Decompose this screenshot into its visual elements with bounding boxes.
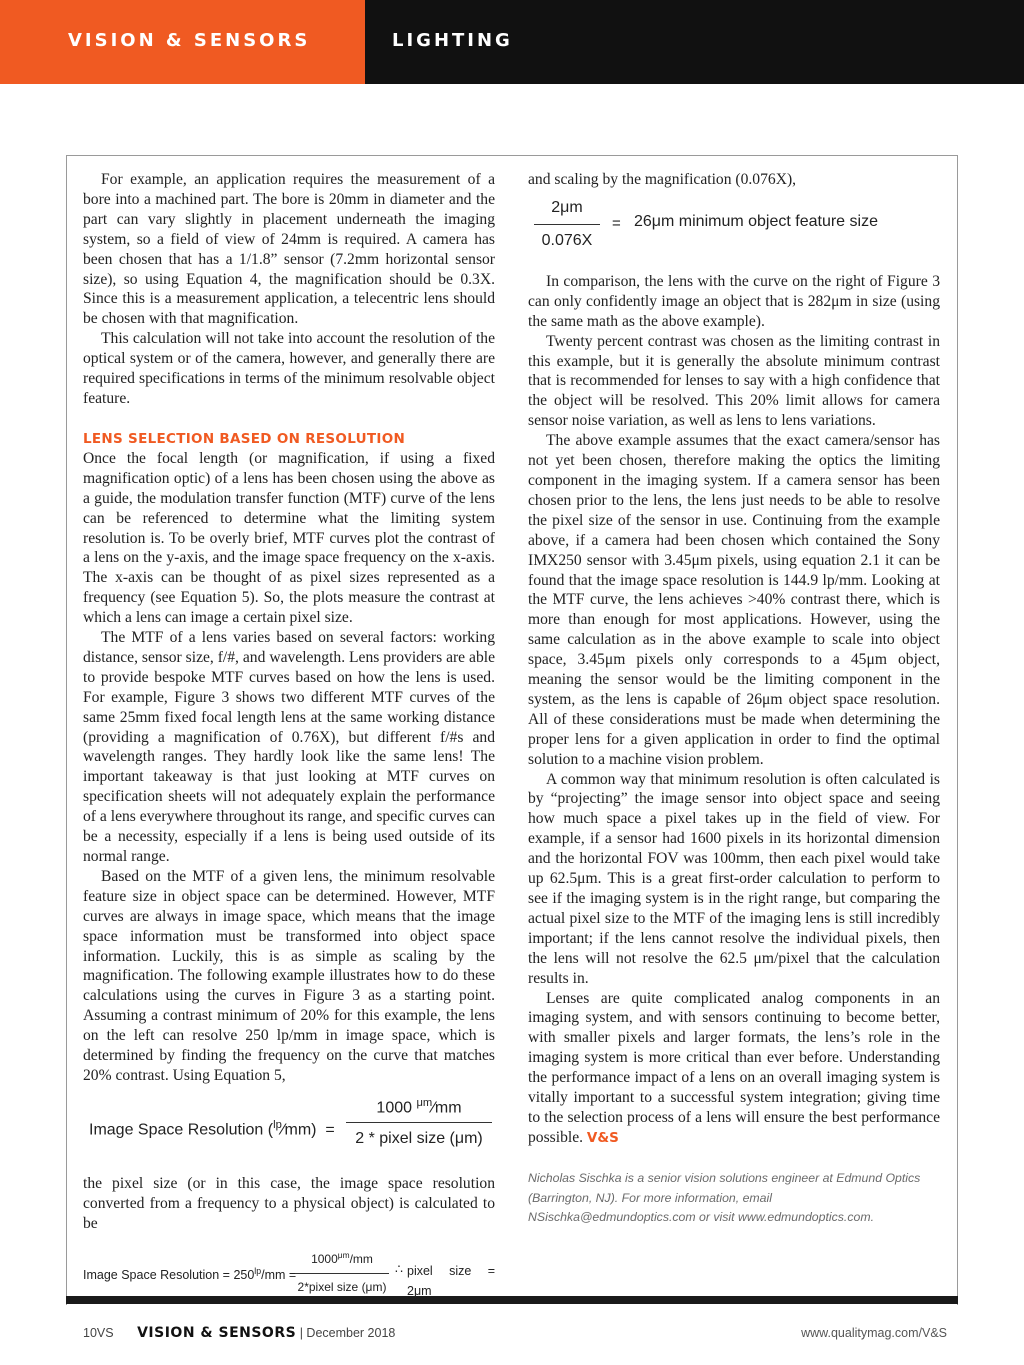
equation-lhs: Image Space Resolution = $250^{lp}/mm$ = [83, 1265, 297, 1282]
equation-denominator: 2 * pixel size (μm) [355, 1129, 483, 1147]
section-label: VISION & SENSORS [68, 30, 311, 51]
paragraph: A common way that minimum resolution is often calculated is by “projecting” the image sensor into object space and seeing how much space a pixel takes up in the field of view. For example, if a sensor had 1600 pixels in its horizontal dimension and the horizontal FOV was 100mm, then each pixel would take up 62.5μm. This is a great first-order calculation to perform to see if the imaging system is in the right range, but comparing the actual pixel size to the MTF of the imaging lens is still incredibly important; if the lens cannot resolve the individual pixels, then the lens will not resolve the 62.5 μm/pixel that the calculation results in. [528, 770, 940, 987]
left-column [83, 170, 495, 1302]
equation-fraction [346, 1094, 492, 1149]
equation-resolution [83, 1094, 495, 1168]
paragraph: The MTF of a lens varies based on several factors: working distance, sensor size, f/#, and wavelength. Lens providers are able to provide bespoke MTF curves based on how the lens is used. For example, Figure 3 shows two different MTF curves of the same 25mm fixed focal length lens at the same working distance (providing a magnification of 0.76X), but different f/#s and wavelength ranges. They hardly look like the same lens! The important takeaway is that just looking at MTF curves on specification sheets will not adequately explain the performance of a lens everywhere throughout its range, and specific curves can be a necessity, especially if a lens is being used outside of its normal range. [83, 629, 495, 865]
issue-date: December 2018 [306, 1326, 396, 1340]
paragraph: In comparison, the lens with the curve on the right of Figure 3 can only confidently image an object that is 282μm in size (using the same math as the above example). [528, 272, 940, 330]
paragraph: For example, an application requires the measurement of a bore into a machined part. The bore is 20mm in diameter and the part can vary slightly in placement underneath the imaging system, so a field of view of 24mm is required. A camera has been chosen that has a 1/1.8” sensor (7.2mm horizontal sensor size), so using Equation 4, the magnification should be 0.3X. Since this is a measurement application, a telecentric lens should be chosen with that magnification. [83, 171, 495, 328]
end-mark: V&S [586, 1129, 619, 1146]
section-tab [0, 0, 365, 84]
equation-denominator: 0.076X [541, 231, 593, 249]
footer-left [83, 1325, 395, 1341]
page-header [0, 0, 1024, 84]
equation-numerator: $1000^{\mu m}/mm$ [295, 1246, 389, 1274]
equation-numerator: 2μm [534, 198, 600, 225]
equation-pixel-size [83, 1244, 495, 1302]
paragraph: Based on the MTF of a given lens, the minimum resolvable feature size in object space can be determined. However, MTF curves are always in image space, which means that the image space information must be transformed into object space information. Luckily, this is as simple as scaling by the magnification. The following example illustrates how to do these calculations using the curves in Figure 3 as a starting point. Assuming a contrast minimum of 20% for this example, the lens on the left can resolve 250 lp/mm in image space, which is determined by finding the frequency on the curve that matches 20% contrast. Using Equation 5, [83, 867, 495, 1084]
author-bio: Nicholas Sischka is a senior vision solutions engineer at Edmund Optics (Barrington, NJ). For more information, email NSischka@edmundoptics.com or visit www.edmundoptics.com. [528, 1170, 921, 1225]
paragraph: Twenty percent contrast was chosen as the limiting contrast in this example, but it is generally the absolute minimum contrast that is recommended for lenses to say with a high confidence that the object will be resolved. This 20% limit allows for camera sensor noise variation, as well as lens to lens variations. [528, 332, 940, 430]
equation-lhs: Image Space Resolution ($^{lp}$⁄mm) = [89, 1118, 335, 1139]
equation-result: pixel size = 2μm [407, 1263, 495, 1298]
equation-fraction [295, 1246, 389, 1298]
section-subhead: LENS SELECTION BASED ON RESOLUTION [83, 430, 406, 447]
footer-url[interactable]: www.qualitymag.com/V&S [801, 1326, 947, 1340]
magazine-name: VISION & SENSORS [137, 1325, 297, 1341]
equation-fraction [534, 198, 600, 251]
paragraph: Lenses are quite complicated analog components in an imaging system, and with sensors continuing to become better, with smaller pixels and larger formats, the lens’s role in the imaging system is more critical than ever before. Understanding the performance impact of a lens on an overall imaging system is vitally important to a successful system integration; giving time to the selection process of a lens will ensure the best performance possible. V&S [528, 989, 940, 1146]
paragraph: and scaling by the magnification (0.076X), [528, 171, 797, 188]
equation-numerator: 1000 $^{\mu m}$⁄mm [346, 1094, 492, 1123]
right-column [528, 170, 940, 1228]
topic-label: LIGHTING [392, 30, 513, 51]
page-number: 10VS [83, 1326, 114, 1340]
equation-denominator: 2*pixel size (μm) [297, 1279, 387, 1294]
therefore-symbol: ∴ [395, 1261, 403, 1276]
equation-object-feature [528, 198, 940, 258]
equation-result: 26μm minimum object feature size [634, 212, 878, 230]
paragraph: This calculation will not take into account the resolution of the optical system or of the camera, however, and generally there are required specifications in terms of the minimum resolvable object feature. [83, 330, 495, 407]
equals-sign: = [612, 214, 621, 232]
paragraph: The above example assumes that the exact camera/sensor has not yet been chosen, therefore making the optics the limiting component in the imaging system. If a camera sensor has been chosen prior to the lens, the lens just needs to be able to resolve the pixel size of the sensor in use. Continuing from the example above, if a camera had been chosen which contained the Sony IMX250 sensor with 3.45μm pixels, using equation 2.1 it can be found that the image space resolution is 144.9 lp/mm. Looking at the MTF curve, the lens achieves >40% contrast there, which is more than enough for most applications. However, using the same calculation as in the above example to scale into object space, 3.45μm pixels only corresponds to a 45μm object, meaning the sensor would be the limiting component in the system, as the lens is capable of 26μm object space resolution. All of these considerations must be made when determining the proper lens for a given application in order to find the optimal solution to a machine vision problem. [528, 432, 940, 768]
footer-separator: | [299, 1326, 307, 1340]
paragraph: Once the focal length (or magnification, if using a fixed magnification optic) of a lens has been chosen using the above as a guide, the modulation transfer function (MTF) curve of the lens can be referenced to determine what the limiting system resolution is. To be overly brief, MTF curves plot the contrast of a lens on the y-axis, and the image space frequency on the x-axis. The x-axis can be thought of as pixel sizes represented as a frequency (see Equation 5). So, the plots measure the contrast at which a lens can image a certain pixel size. [83, 449, 495, 627]
paragraph: the pixel size (or in this case, the image space resolution converted from a frequency to a physical object) is calculated to be [83, 1174, 495, 1232]
